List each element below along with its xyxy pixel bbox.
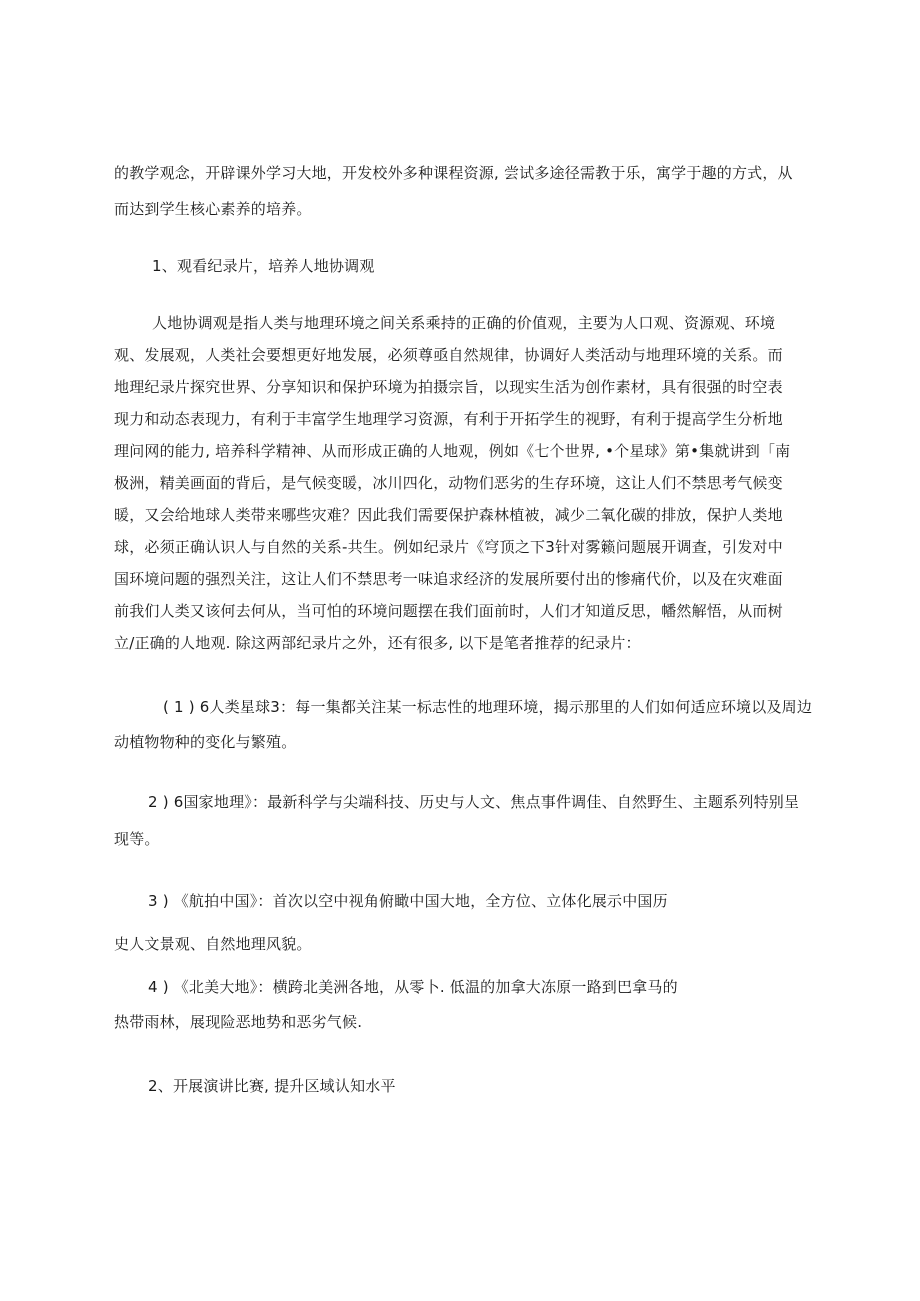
list-item: 热带雨林，展现险恶地势和恶劣气候. [114, 1013, 363, 1031]
list-item: 史人文景观、自然地理风貌。 [114, 935, 312, 953]
intro-line: 而达到学生核心素养的培养。 [114, 200, 312, 218]
list-item: 3 ) 《航拍中国》：首次以空中视角俯瞰中国大地，全方位、立体化展示中国历 [148, 892, 668, 910]
paragraph-line: 理问网的能力, 培养科学精神、从而形成正确的人地观，例如《七个世界, •个星球》第•集就讲到「南 [114, 442, 791, 460]
list-item: ( 1 ) 6人类星球3：每一集都关注某一标志性的地理环境，揭示那里的人们如何适应环境以及周边 [163, 698, 813, 716]
paragraph-line: 人地协调观是指人类与地理环境之间关系乘持的正确的价值观，主要为人口观、资源观、环境 [152, 314, 776, 332]
section-heading: 1、观看纪录片，培养人地协调观 [152, 257, 375, 275]
list-item: 2 ) 6国家地理》：最新科学与尖端科技、历史与人文、焦点事件调佳、自然野生、主题系列特别呈 [148, 793, 800, 811]
list-item: 4 ) 《北美大地》：横跨北美洲各地，从零卜. 低温的加拿大冻原一路到巴拿马的 [148, 978, 678, 996]
paragraph-line: 观、发展观，人类社会要想更好地发展，必须尊亟自然规律，协调好人类活动与地理环境的关系。而 [114, 346, 783, 364]
intro-line: 的教学观念，开辟课外学习大地，开发校外多种课程资源, 尝试多途径需教于乐，寓学于趣的方式，从 [114, 164, 793, 182]
paragraph-line: 极洲，精美画面的背后，是气候变暖，冰川四化，动物们恶劣的生存环境，这让人们不禁思考气候变 [114, 474, 783, 492]
list-item: 动植物物种的变化与繁殖。 [114, 733, 297, 751]
paragraph-line: 球，必须正确认识人与自然的关系-共生。例如纪录片《穹顶之下3针对雾籁问题展开调查，引发对中 [114, 538, 783, 556]
paragraph-line: 现力和动态表现力，有利于丰富学生地理学习资源，有利于开拓学生的视野，有利于提高学生分析地 [114, 410, 783, 428]
paragraph-line: 暖，又会给地球人类带来哪些灾难？因此我们需要保护森林植被，减少二氧化碳的排放，保护人类地 [114, 506, 783, 524]
paragraph-line: 国环境问题的强烈关注，这让人们不禁思考一味追求经济的发展所要付出的惨痛代价，以及在灾难面 [114, 570, 783, 588]
list-item: 现等。 [114, 830, 160, 848]
paragraph-line: 地理纪录片探究世界、分享知识和保护环境为拍摄宗旨，以现实生活为创作素材，具有很强的时空表 [114, 378, 783, 396]
paragraph-line: 前我们人类又该何去何从，当可怕的环境问题摆在我们面前时，人们才知道反思，幡然解悟，从而树 [114, 602, 783, 620]
paragraph-line: 立/正确的人地观. 除这两部纪录片之外，还有很多, 以下是笔者推荐的纪录片： [114, 634, 641, 652]
section-heading: 2、开展演讲比赛, 提升区域认知水平 [148, 1077, 396, 1095]
